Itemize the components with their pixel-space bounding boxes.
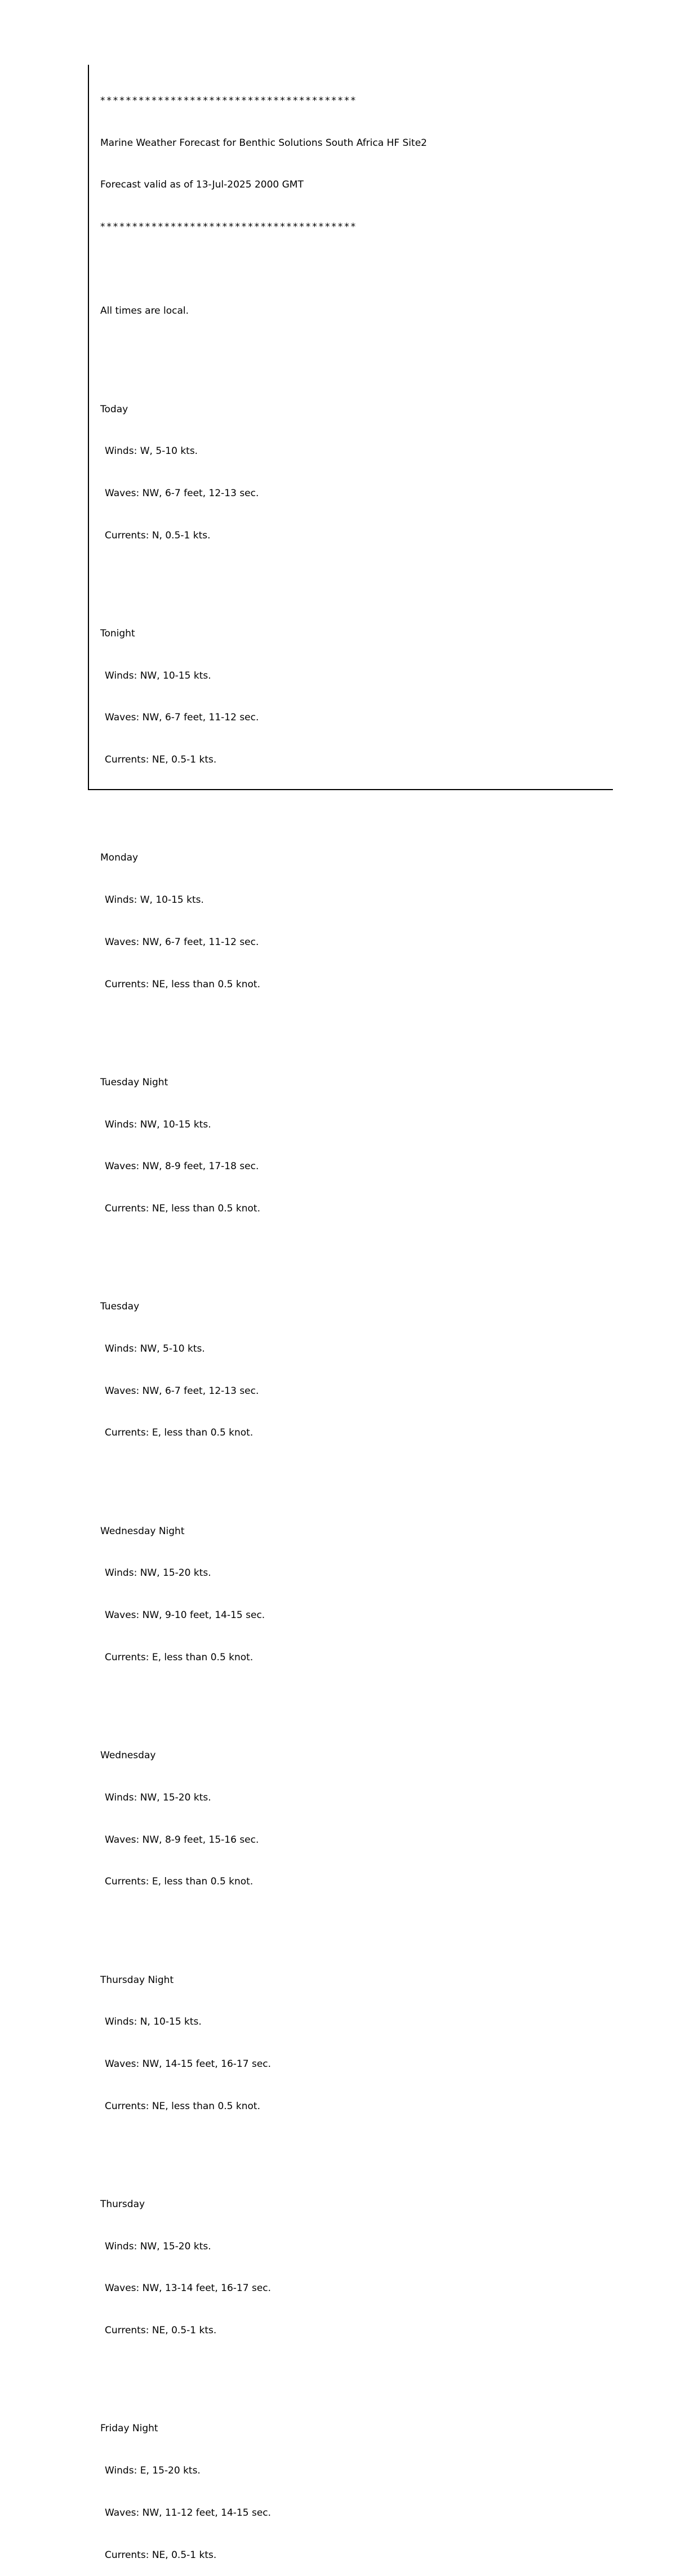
blank-line-page-break — [100, 2366, 619, 2380]
winds-line: Winds: NW, 10-15 kts. — [105, 1118, 211, 1130]
blank-line — [100, 795, 619, 809]
currents-line: Currents: NE, 0.5-1 kts. — [105, 754, 217, 766]
period-name: Wednesday Night — [100, 1525, 185, 1537]
waves-line: Waves: NW, 8-9 feet, 17-18 sec. — [105, 1161, 259, 1173]
period-name: Tuesday — [100, 1301, 140, 1313]
winds-line: Winds: E, 15-20 kts. — [105, 2465, 201, 2477]
waves-line: Waves: NW, 6-7 feet, 11-12 sec. — [105, 712, 259, 724]
currents-line: Currents: NE, 0.5-1 kts. — [105, 2325, 217, 2337]
currents-line: Currents: NE, 0.5-1 kts. — [105, 2549, 217, 2561]
winds-line: Winds: NW, 5-10 kts. — [105, 1343, 205, 1355]
currents-line: Currents: NE, less than 0.5 knot. — [105, 2100, 260, 2112]
period-name: Thursday — [100, 2199, 145, 2210]
blank-line — [100, 1693, 619, 1707]
winds-line: Winds: NW, 15-20 kts. — [105, 2240, 211, 2252]
blank-line — [100, 1244, 619, 1258]
note-line: All times are local. — [100, 305, 189, 317]
blank-line — [100, 571, 619, 585]
forecast-document — [100, 66, 619, 2576]
currents-line: Currents: N, 0.5-1 kts. — [105, 529, 211, 541]
forecast-valid-line: Forecast valid as of 13-Jul-2025 2000 GMT — [100, 179, 304, 191]
winds-line: Winds: W, 10-15 kts. — [105, 894, 204, 906]
period-name: Tuesday Night — [100, 1076, 168, 1088]
blank-line — [100, 346, 619, 360]
blank-line — [100, 1917, 619, 1931]
period-name: Today — [100, 403, 128, 415]
period-name: Wednesday — [100, 1750, 156, 1762]
blank-line — [100, 1019, 619, 1033]
waves-line: Waves: NW, 6-7 feet, 12-13 sec. — [105, 1385, 259, 1397]
currents-line: Currents: NE, less than 0.5 knot. — [105, 1203, 260, 1215]
period-name: Monday — [100, 852, 139, 864]
winds-line: Winds: N, 10-15 kts. — [105, 2016, 202, 2028]
waves-line: Waves: NW, 14-15 feet, 16-17 sec. — [105, 2058, 272, 2070]
waves-line: Waves: NW, 9-10 feet, 14-15 sec. — [105, 1610, 265, 1621]
blank-line — [100, 1468, 619, 1482]
winds-line: Winds: NW, 15-20 kts. — [105, 1567, 211, 1579]
period-name: Thursday Night — [100, 1974, 174, 1986]
period-name: Friday Night — [100, 2423, 158, 2435]
header-stars-bottom: **************************************** — [100, 221, 357, 233]
waves-line: Waves: NW, 6-7 feet, 12-13 sec. — [105, 488, 259, 500]
document-title: Marine Weather Forecast for Benthic Solutions South Africa HF Site2 — [100, 137, 427, 149]
waves-line: Waves: NW, 11-12 feet, 14-15 sec. — [105, 2507, 272, 2519]
waves-line: Waves: NW, 6-7 feet, 11-12 sec. — [105, 936, 259, 948]
waves-line: Waves: NW, 8-9 feet, 15-16 sec. — [105, 1834, 259, 1846]
winds-line: Winds: NW, 15-20 kts. — [105, 1791, 211, 1803]
winds-line: Winds: W, 5-10 kts. — [105, 445, 198, 457]
document-left-border — [88, 65, 89, 790]
currents-line: Currents: E, less than 0.5 knot. — [105, 1427, 254, 1439]
period-name: Tonight — [100, 628, 135, 640]
winds-line: Winds: NW, 10-15 kts. — [105, 670, 211, 681]
currents-line: Currents: E, less than 0.5 knot. — [105, 1876, 254, 1888]
blank-line — [100, 262, 619, 277]
header-stars-top: **************************************** — [100, 95, 357, 106]
blank-line — [100, 2141, 619, 2155]
currents-line: Currents: E, less than 0.5 knot. — [105, 1651, 254, 1663]
waves-line: Waves: NW, 13-14 feet, 16-17 sec. — [105, 2283, 272, 2294]
currents-line: Currents: NE, less than 0.5 knot. — [105, 978, 260, 990]
